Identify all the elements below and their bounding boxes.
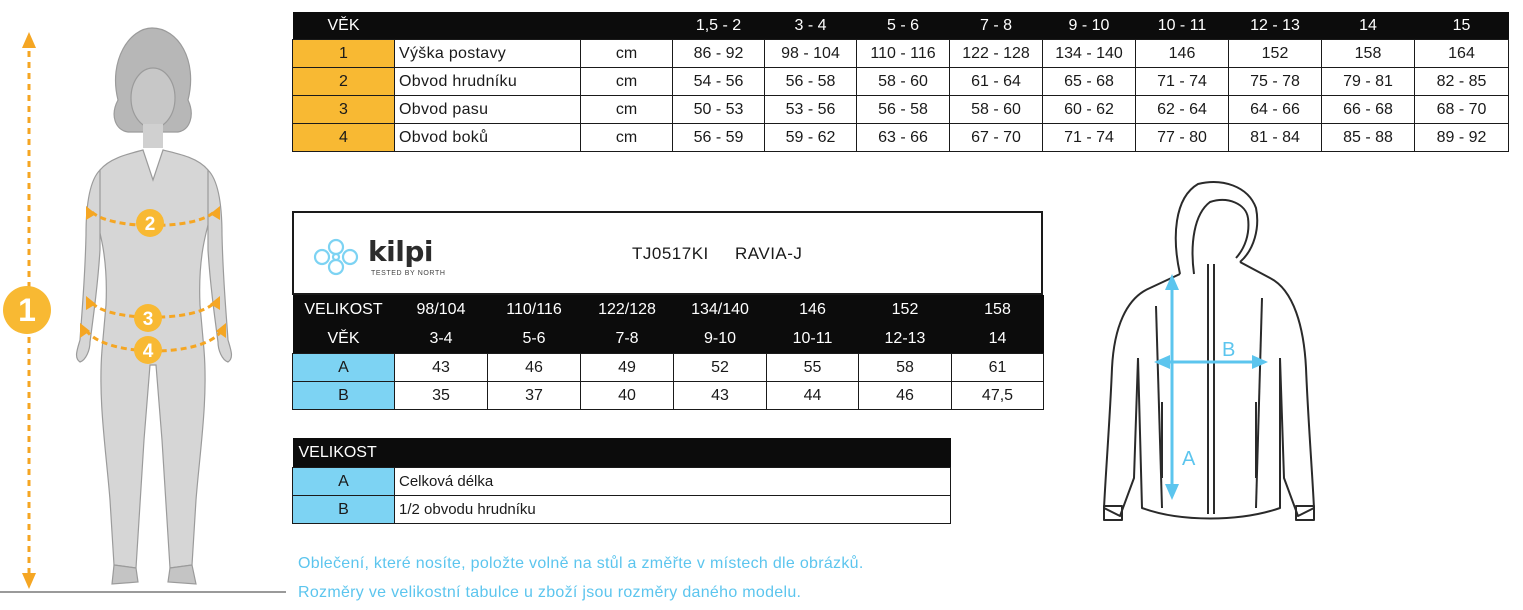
cell: 64 - 66 bbox=[1229, 96, 1322, 124]
age-col: 3-4 bbox=[395, 324, 488, 354]
cell: 63 - 66 bbox=[857, 124, 950, 152]
size-col: 110/116 bbox=[488, 295, 581, 324]
age-col: 15 bbox=[1415, 12, 1509, 40]
body-measurement-figure bbox=[0, 20, 290, 605]
table-row bbox=[293, 382, 1044, 410]
row-number: 3 bbox=[293, 96, 395, 124]
cell: 152 bbox=[1229, 40, 1322, 68]
size-col: 158 bbox=[952, 295, 1044, 324]
product-code: TJ0517KI bbox=[632, 244, 709, 263]
row-label: Obvod hrudníku bbox=[395, 68, 581, 96]
brand-name: kilpi bbox=[368, 235, 433, 268]
table-row bbox=[293, 40, 1509, 68]
row-unit: cm bbox=[581, 40, 673, 68]
size-col: 146 bbox=[767, 295, 859, 324]
age-col: 5-6 bbox=[488, 324, 581, 354]
row-text: 1/2 obvodu hrudníku bbox=[395, 496, 951, 524]
row-label: A bbox=[293, 354, 395, 382]
table-row bbox=[293, 124, 1509, 152]
legend-header-row bbox=[293, 438, 951, 468]
legend-table bbox=[292, 438, 951, 524]
cell: 71 - 74 bbox=[1136, 68, 1229, 96]
jacket-label-b: B bbox=[1222, 339, 1236, 361]
cell: 49 bbox=[581, 354, 674, 382]
svg-text:1: 1 bbox=[18, 292, 36, 328]
row-unit: cm bbox=[581, 96, 673, 124]
cell: 40 bbox=[581, 382, 674, 410]
cell: 81 - 84 bbox=[1229, 124, 1322, 152]
cell: 158 bbox=[1322, 40, 1415, 68]
cell: 53 - 56 bbox=[765, 96, 857, 124]
cell: 37 bbox=[488, 382, 581, 410]
cell: 46 bbox=[488, 354, 581, 382]
size-table bbox=[292, 295, 1044, 410]
age-col: 14 bbox=[1322, 12, 1415, 40]
svg-text:2: 2 bbox=[144, 214, 156, 235]
age-col: 7-8 bbox=[581, 324, 674, 354]
size-col: 152 bbox=[859, 295, 952, 324]
cell: 62 - 64 bbox=[1136, 96, 1229, 124]
cell: 59 - 62 bbox=[765, 124, 857, 152]
table-row bbox=[293, 96, 1509, 124]
cell: 56 - 59 bbox=[673, 124, 765, 152]
size-col: 98/104 bbox=[395, 295, 488, 324]
cell: 47,5 bbox=[952, 382, 1044, 410]
cell: 61 bbox=[952, 354, 1044, 382]
cell: 75 - 78 bbox=[1229, 68, 1322, 96]
cell: 66 - 68 bbox=[1322, 96, 1415, 124]
row-unit: cm bbox=[581, 124, 673, 152]
cell: 56 - 58 bbox=[857, 96, 950, 124]
cell: 122 - 128 bbox=[950, 40, 1043, 68]
size-col: 122/128 bbox=[581, 295, 674, 324]
jacket-label-a: A bbox=[1182, 448, 1196, 470]
cell: 58 - 60 bbox=[950, 96, 1043, 124]
age-measurement-table bbox=[292, 12, 1509, 152]
svg-text:4: 4 bbox=[142, 341, 154, 362]
row-label: A bbox=[293, 468, 395, 496]
cell: 86 - 92 bbox=[673, 40, 765, 68]
jacket-outline-icon bbox=[1104, 182, 1314, 520]
age-col: 1,5 - 2 bbox=[673, 12, 765, 40]
jacket-diagram bbox=[1090, 178, 1330, 543]
table-row bbox=[293, 496, 951, 524]
cell: 50 - 53 bbox=[673, 96, 765, 124]
cell: 43 bbox=[674, 382, 767, 410]
row-unit: cm bbox=[581, 68, 673, 96]
age-col: 10 - 11 bbox=[1136, 12, 1229, 40]
svg-text:3: 3 bbox=[142, 309, 154, 330]
brand-tagline: TESTED BY NORTH bbox=[371, 270, 446, 277]
note-line-2: Rozměry ve velikostní tabulce u zboží jsou rozměry daného modelu. bbox=[298, 584, 802, 601]
row-number: 1 bbox=[293, 40, 395, 68]
row-label: B bbox=[293, 382, 395, 410]
age-col: 9 - 10 bbox=[1043, 12, 1136, 40]
cell: 60 - 62 bbox=[1043, 96, 1136, 124]
age-col: 12-13 bbox=[859, 324, 952, 354]
table-row bbox=[293, 468, 951, 496]
table-row bbox=[293, 68, 1509, 96]
cell: 110 - 116 bbox=[857, 40, 950, 68]
cell: 58 bbox=[859, 354, 952, 382]
age-header-label: VĚK bbox=[293, 12, 395, 40]
cell: 52 bbox=[674, 354, 767, 382]
cell: 68 - 70 bbox=[1415, 96, 1509, 124]
age-col: 5 - 6 bbox=[857, 12, 950, 40]
size-header-row bbox=[293, 295, 1044, 324]
cell: 61 - 64 bbox=[950, 68, 1043, 96]
cell: 55 bbox=[767, 354, 859, 382]
row-label: Výška postavy bbox=[395, 40, 581, 68]
row-label: B bbox=[293, 496, 395, 524]
cell: 67 - 70 bbox=[950, 124, 1043, 152]
age-col: 12 - 13 bbox=[1229, 12, 1322, 40]
age-col: 7 - 8 bbox=[950, 12, 1043, 40]
cell: 44 bbox=[767, 382, 859, 410]
table-row bbox=[293, 354, 1044, 382]
product-name: RAVIA-J bbox=[735, 244, 803, 263]
product-header-box bbox=[292, 211, 1043, 295]
cell: 65 - 68 bbox=[1043, 68, 1136, 96]
size-header-label: VELIKOST bbox=[293, 295, 395, 324]
cell: 46 bbox=[859, 382, 952, 410]
marker-3 bbox=[134, 304, 162, 332]
cell: 54 - 56 bbox=[673, 68, 765, 96]
cell: 79 - 81 bbox=[1322, 68, 1415, 96]
cell: 85 - 88 bbox=[1322, 124, 1415, 152]
cell: 56 - 58 bbox=[765, 68, 857, 96]
row-text: Celková délka bbox=[395, 468, 951, 496]
cell: 71 - 74 bbox=[1043, 124, 1136, 152]
age-col: 9-10 bbox=[674, 324, 767, 354]
cell: 134 - 140 bbox=[1043, 40, 1136, 68]
cell: 77 - 80 bbox=[1136, 124, 1229, 152]
cell: 35 bbox=[395, 382, 488, 410]
cell: 89 - 92 bbox=[1415, 124, 1509, 152]
marker-2 bbox=[136, 209, 164, 237]
row-label: Obvod boků bbox=[395, 124, 581, 152]
cell: 82 - 85 bbox=[1415, 68, 1509, 96]
length-arrow-icon bbox=[1165, 274, 1179, 500]
row-number: 2 bbox=[293, 68, 395, 96]
row-label: Obvod pasu bbox=[395, 96, 581, 124]
age-col: 14 bbox=[952, 324, 1044, 354]
cell: 164 bbox=[1415, 40, 1509, 68]
size-age-row bbox=[293, 324, 1044, 354]
kilpi-logo-icon bbox=[308, 235, 364, 279]
row-number: 4 bbox=[293, 124, 395, 152]
cell: 146 bbox=[1136, 40, 1229, 68]
age-col: 3 - 4 bbox=[765, 12, 857, 40]
legend-header: VELIKOST bbox=[293, 438, 951, 468]
cell: 98 - 104 bbox=[765, 40, 857, 68]
size-age-label: VĚK bbox=[293, 324, 395, 354]
age-col: 10-11 bbox=[767, 324, 859, 354]
marker-1 bbox=[3, 286, 51, 334]
note-line-1: Oblečení, které nosíte, položte volně na stůl a změřte v místech dle obrázků. bbox=[298, 555, 864, 572]
age-header-row bbox=[293, 12, 1509, 40]
size-col: 134/140 bbox=[674, 295, 767, 324]
cell: 43 bbox=[395, 354, 488, 382]
marker-4 bbox=[134, 336, 162, 364]
cell: 58 - 60 bbox=[857, 68, 950, 96]
